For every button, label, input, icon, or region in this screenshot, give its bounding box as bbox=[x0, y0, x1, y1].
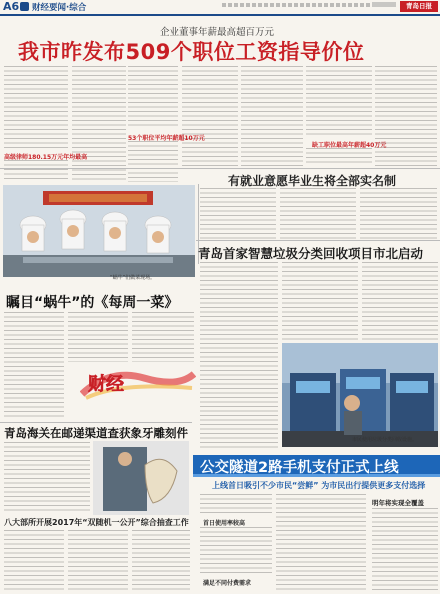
lead-subhead-1: 高级律师180.15万元年均最高 bbox=[4, 154, 88, 161]
lead-subhead-2: 53个职位平均年薪超10万元 bbox=[128, 135, 205, 142]
column-text bbox=[372, 508, 438, 592]
employment-headline: 有就业意愿毕业生将全部实名制 bbox=[228, 174, 397, 188]
lead-text-col-3 bbox=[128, 66, 178, 128]
lead-text-col-5 bbox=[241, 66, 303, 166]
section-badge-icon bbox=[20, 2, 29, 11]
recycling-headline: 青岛首家智慧垃圾分类回收项目市北启动 bbox=[198, 246, 424, 261]
recycling-photo-scene bbox=[282, 343, 438, 447]
employment-text-3 bbox=[360, 188, 437, 240]
header-date bbox=[372, 2, 396, 7]
tunnel-section-head-1: 首日使用率较高 bbox=[203, 520, 246, 527]
ivory-headline: 青岛海关在邮递渠道查获象牙雕刻件 bbox=[4, 426, 188, 440]
inspection-text-1 bbox=[4, 530, 64, 592]
lead-text-col-3b bbox=[128, 141, 178, 182]
section-rule-3 bbox=[0, 422, 192, 423]
finance-logo-icon bbox=[80, 364, 196, 400]
paper-logo: 青岛日报 bbox=[400, 1, 438, 12]
tunnel-subtitle: 上线首日吸引不少市民“尝鲜” 为市民出行提供更多支付选择 bbox=[212, 481, 426, 490]
snail-photo-scene bbox=[3, 185, 195, 277]
lead-text-col-1b bbox=[4, 160, 68, 182]
section-name: 财经要闻·综合 bbox=[32, 3, 87, 13]
employment-text-2 bbox=[280, 188, 356, 240]
lead-headline: 我市昨发布509个职位工资指导价位 bbox=[18, 40, 365, 64]
ivory-text-1 bbox=[4, 442, 90, 514]
lead-text-col-4 bbox=[182, 66, 238, 166]
inspection-text-3 bbox=[132, 530, 190, 592]
lead-subhead-3: 缺工职位最高年薪超40万元 bbox=[312, 142, 387, 149]
finance-logo-label: 财经 bbox=[88, 374, 124, 395]
employment-text-1 bbox=[200, 188, 276, 240]
snail-text-2 bbox=[68, 312, 128, 362]
snail-text-3 bbox=[132, 312, 194, 362]
inspection-text-2 bbox=[68, 530, 128, 592]
tunnel-text-1 bbox=[200, 527, 272, 575]
lead-kicker: 企业董事年薪最高超百万元 bbox=[160, 27, 275, 38]
snail-photo-caption: “蜗牛”们做菜现场。 bbox=[110, 275, 156, 281]
section-rule-2 bbox=[196, 240, 440, 241]
snail-headline: 瞩目“蜗牛”的《每周一菜》 bbox=[6, 295, 179, 311]
lead-text-col-2 bbox=[72, 66, 126, 182]
tunnel-section-head-2: 满足不同付费需求 bbox=[203, 580, 252, 587]
recycling-text-2 bbox=[282, 262, 358, 340]
lead-text-col-7 bbox=[375, 66, 437, 166]
recycling-text-3 bbox=[362, 262, 438, 340]
ivory-photo-scene bbox=[93, 441, 189, 515]
section-rule-1 bbox=[0, 168, 440, 169]
column-heading: 明年将实现全覆盖 bbox=[372, 499, 424, 507]
recycling-photo-caption: 市民使用垃圾分类回收设施。 bbox=[352, 437, 418, 443]
inspection-headline: 八大部所开展2017年“双随机一公开”综合抽查工作 bbox=[4, 518, 189, 527]
tunnel-text-2 bbox=[276, 494, 366, 592]
recycling-photo bbox=[282, 343, 438, 447]
header-rule bbox=[0, 14, 440, 16]
snail-cooking-photo bbox=[3, 185, 195, 277]
ivory-carving-photo bbox=[93, 441, 189, 515]
page-number: A6 bbox=[3, 0, 20, 13]
recycling-text-1 bbox=[200, 262, 278, 450]
header-info-line bbox=[222, 3, 372, 7]
lead-text-col-6 bbox=[306, 66, 372, 138]
tunnel-text-0 bbox=[200, 494, 272, 516]
lead-text-col-6b bbox=[306, 148, 372, 166]
lead-text-col-1 bbox=[4, 66, 68, 150]
page-header bbox=[0, 0, 440, 13]
tunnel-headline: 公交隧道2路手机支付正式上线 bbox=[200, 460, 399, 476]
snail-text-1 bbox=[4, 312, 64, 420]
